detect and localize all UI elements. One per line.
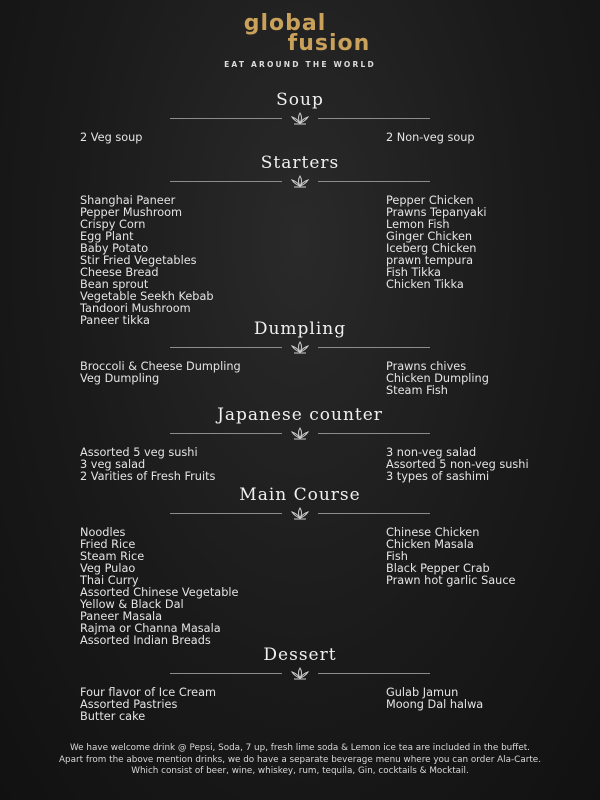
menu-item: Shanghai Paneer (80, 194, 176, 207)
menu-item: Assorted Indian Breads (80, 634, 211, 647)
section-soup (0, 90, 600, 144)
menu-item: Ginger Chicken (386, 230, 473, 243)
menu-item: Pepper Chicken (386, 194, 474, 207)
section-japanese-counter (0, 405, 600, 483)
menu-item: Chicken Tikka (386, 278, 464, 291)
menu-item: Moong Dal halwa (386, 698, 484, 711)
menu-item: Prawns Tepanyaki (386, 206, 487, 219)
menu-item: Assorted 5 non-veg sushi (386, 458, 529, 471)
menu-item: Crispy Corn (80, 218, 146, 231)
menu-item: 3 veg salad (80, 458, 146, 471)
menu-item: Noodles (80, 526, 126, 539)
menu-item: Assorted Pastries (80, 698, 178, 711)
section-divider (170, 112, 430, 126)
menu-item: Broccoli & Cheese Dumpling (80, 360, 241, 373)
menu-item: Butter cake (80, 710, 146, 723)
menu-item: Veg Pulao (80, 562, 136, 575)
menu-item: Fish Tikka (386, 266, 441, 279)
menu-item: Gulab Jamun (386, 686, 459, 699)
menu-item: 2 Non-veg soup (386, 131, 475, 144)
menu-item: Four flavor of Ice Cream (80, 686, 216, 699)
menu-item: Steam Rice (80, 550, 145, 563)
menu-item: Paneer Masala (80, 610, 163, 623)
menu-item: Prawn hot garlic Sauce (386, 574, 516, 587)
menu-item: 3 non-veg salad (386, 446, 477, 459)
menu-item: Assorted Chinese Vegetable (80, 586, 239, 599)
right-column (386, 132, 475, 144)
footer-line-1: We have welcome drink @ Pepsi, Soda, 7 up, fresh lime soda & Lemon ice tea are included in the buffet. (70, 743, 530, 753)
menu-item: Baby Potato (80, 242, 149, 255)
section-divider (170, 341, 430, 355)
section-divider (170, 507, 430, 521)
section-title: Dessert (263, 645, 337, 665)
menu-item: Chicken Masala (386, 538, 474, 551)
section-title: Starters (260, 153, 340, 173)
right-column (386, 195, 487, 291)
brand-tagline: EAT AROUND THE WORLD (224, 60, 376, 69)
menu-item: Assorted 5 veg sushi (80, 446, 198, 459)
menu-item: Egg Plant (80, 230, 134, 243)
lotus-ornament-icon (290, 112, 310, 126)
section-starters (0, 153, 600, 327)
section-divider (170, 175, 430, 189)
menu-item: Fried Rice (80, 538, 136, 551)
brand-line1: global (243, 11, 327, 36)
section-title: Japanese counter (217, 405, 383, 425)
section-divider (170, 667, 430, 681)
menu-item: 3 types of sashimi (386, 470, 490, 483)
menu-item: Thai Curry (80, 574, 139, 587)
menu-item: Stir Fried Vegetables (80, 254, 197, 267)
section-dumpling (0, 319, 600, 397)
section-title: Dumpling (253, 319, 347, 339)
section-dessert (0, 645, 600, 723)
lotus-ornament-icon (290, 175, 310, 189)
section-divider (170, 427, 430, 441)
menu-item: Lemon Fish (386, 218, 450, 231)
footer-line-2: Apart from the above mention drinks, we do have a separate beverage menu where you can order Ala-Carte. (59, 754, 541, 765)
menu-item: Iceberg Chicken (386, 242, 477, 255)
menu-item: Vegetable Seekh Kebab (80, 290, 214, 303)
left-column (80, 527, 238, 647)
left-column (80, 447, 215, 483)
menu-item: prawn tempura (386, 254, 474, 267)
left-column (80, 687, 216, 723)
footer-note (0, 743, 600, 778)
menu-item: Fish (386, 550, 408, 563)
right-column (386, 361, 489, 397)
menu-item: Yellow & Black Dal (80, 598, 184, 611)
menu-item: Chinese Chicken (386, 526, 480, 539)
menu-item: Tandoori Mushroom (80, 302, 191, 315)
footer-line-3: Which consist of beer, wine, whiskey, rum, tequila, Gin, cocktails & Mocktail. (131, 766, 469, 776)
menu-item: Pepper Mushroom (80, 206, 183, 219)
brand-logo (0, 11, 600, 69)
menu-item: Black Pepper Crab (386, 562, 490, 575)
lotus-ornament-icon (290, 667, 310, 681)
menu-item: Chicken Dumpling (386, 372, 489, 385)
section-main-course (0, 485, 600, 647)
menu-item: 2 Varities of Fresh Fruits (80, 470, 216, 483)
menu-item: Steam Fish (386, 384, 448, 397)
menu-item: Paneer tikka (80, 314, 150, 327)
lotus-ornament-icon (290, 427, 310, 441)
menu-item: Prawns chives (386, 360, 467, 373)
lotus-ornament-icon (290, 341, 310, 355)
menu-item: Veg Dumpling (80, 372, 160, 385)
left-column (80, 195, 214, 327)
menu-item: Bean sprout (80, 278, 149, 291)
left-column (80, 361, 241, 385)
lotus-ornament-icon (290, 507, 310, 521)
section-title: Soup (276, 90, 324, 110)
menu-item: Cheese Bread (80, 266, 159, 279)
right-column (386, 527, 516, 587)
right-column (386, 687, 483, 711)
menu-item: Rajma or Channa Masala (80, 622, 221, 635)
menu-item: 2 Veg soup (80, 131, 143, 144)
section-title: Main Course (239, 485, 361, 505)
brand-line2: fusion (287, 31, 371, 56)
right-column (386, 447, 529, 483)
left-column (80, 132, 142, 144)
